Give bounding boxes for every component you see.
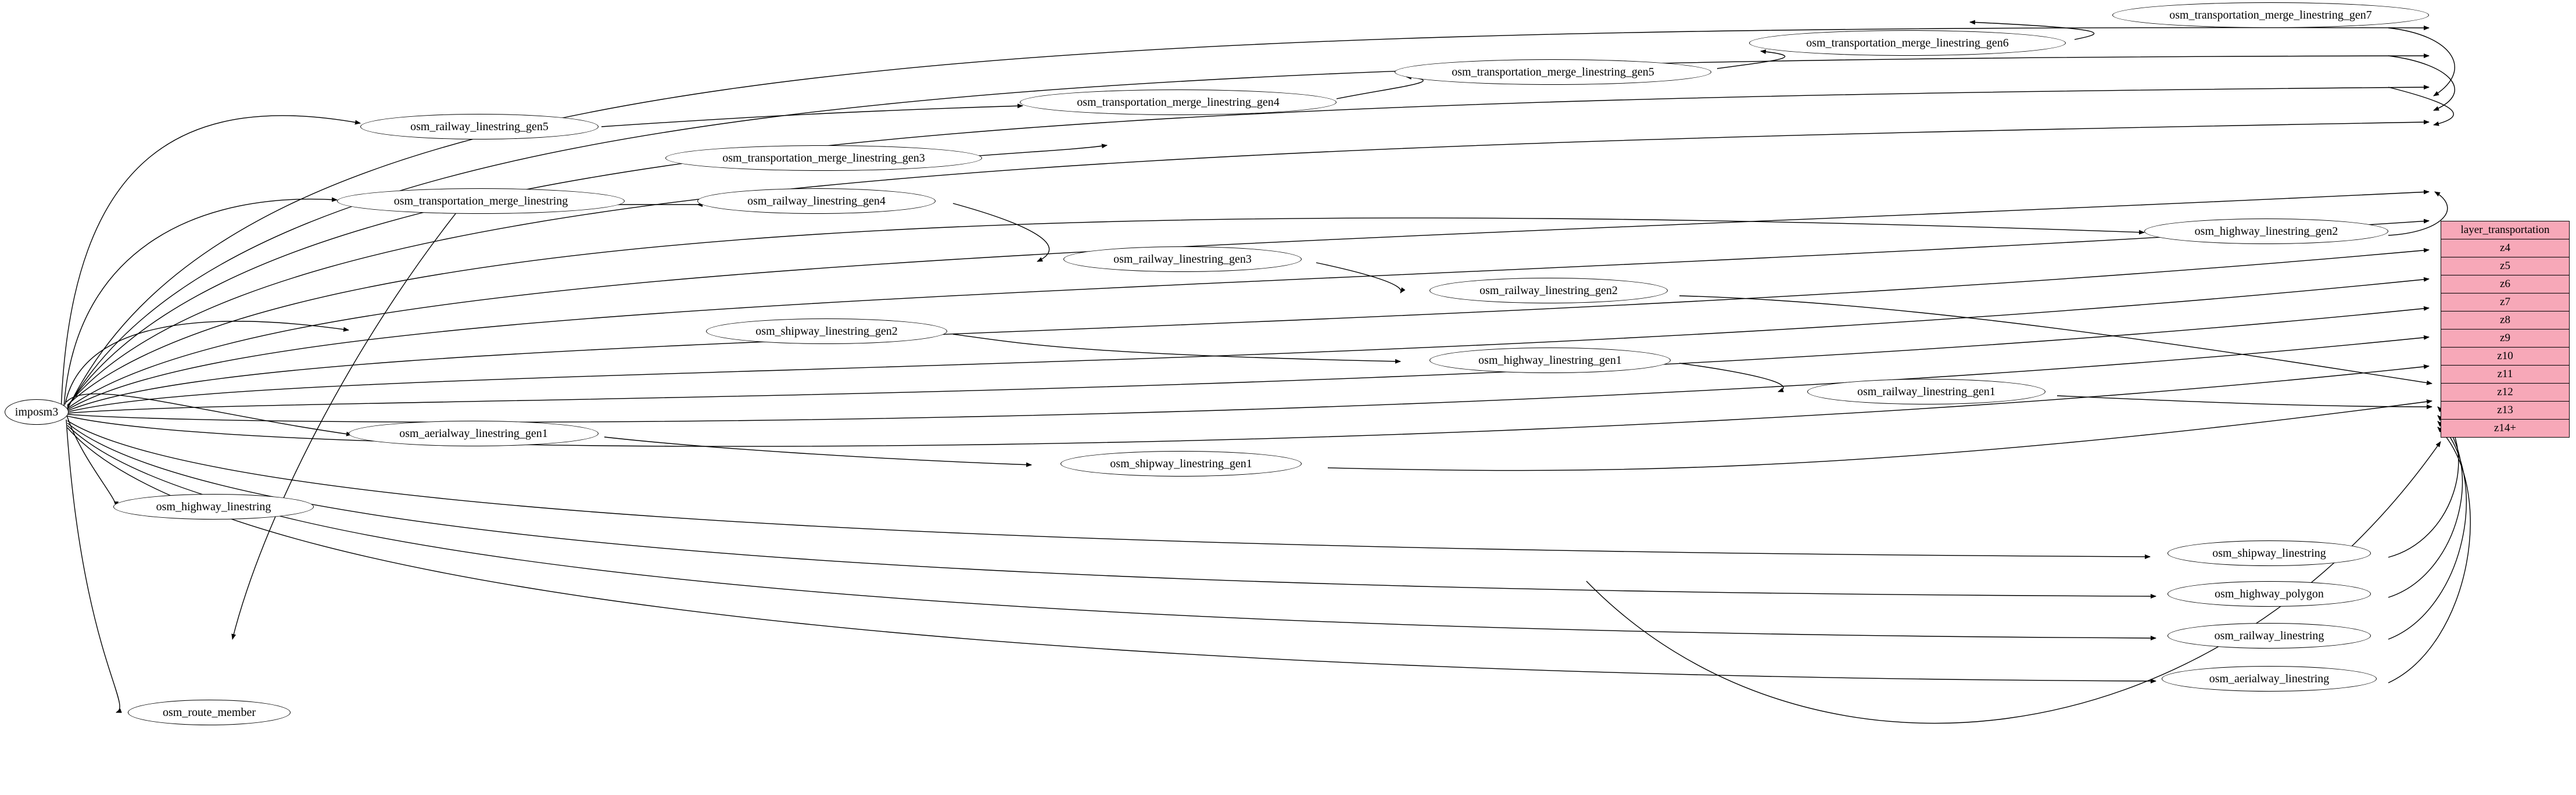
node-label: osm_highway_polygon — [2215, 587, 2324, 600]
node-osm-highway-polygon[interactable] — [2167, 581, 2371, 607]
table-row-z12[interactable]: z12 — [2441, 384, 2569, 402]
node-label: osm_route_member — [163, 706, 256, 719]
node-osm-transportation-merge-linestring-gen6[interactable] — [1749, 30, 2066, 56]
node-imposm3[interactable] — [5, 399, 69, 425]
node-osm-highway-linestring-gen2[interactable] — [2144, 219, 2388, 244]
node-osm-shipway-linestring-gen2[interactable] — [706, 318, 947, 344]
node-label: osm_shipway_linestring_gen1 — [1110, 457, 1252, 470]
table-row-z13[interactable]: z13 — [2441, 402, 2569, 420]
node-label: osm_railway_linestring_gen4 — [747, 194, 886, 207]
node-label: osm_railway_linestring — [2214, 629, 2324, 642]
table-row-z4[interactable]: z4 — [2441, 239, 2569, 257]
node-osm-railway-linestring[interactable] — [2167, 623, 2371, 649]
node-label: osm_railway_linestring_gen1 — [1857, 385, 1995, 398]
node-osm-route-member[interactable] — [128, 700, 291, 725]
node-label: osm_highway_linestring_gen2 — [2194, 224, 2338, 238]
node-label: osm_aerialway_linestring_gen1 — [399, 427, 548, 440]
node-osm-shipway-linestring-gen1[interactable] — [1061, 451, 1302, 477]
node-osm-railway-linestring-gen2[interactable] — [1429, 278, 1668, 303]
node-label: osm_highway_linestring_gen1 — [1478, 353, 1622, 367]
node-osm-transportation-merge-linestring-gen4[interactable] — [1020, 89, 1337, 115]
node-osm-aerialway-linestring-gen1[interactable] — [349, 421, 599, 446]
table-row-z7[interactable]: z7 — [2441, 293, 2569, 311]
table-header-layer-transportation: layer_transportation — [2441, 221, 2569, 239]
layer-transportation-table[interactable] — [2441, 221, 2570, 438]
node-label: osm_transportation_merge_linestring_gen5 — [1452, 65, 1654, 78]
table-row-z8[interactable]: z8 — [2441, 311, 2569, 330]
node-osm-railway-linestring-gen4[interactable] — [697, 188, 936, 214]
table-row-z11[interactable]: z11 — [2441, 366, 2569, 384]
node-label: osm_shipway_linestring_gen2 — [755, 324, 898, 338]
node-label: osm_railway_linestring_gen5 — [410, 120, 549, 133]
node-label: osm_highway_linestring — [156, 500, 271, 513]
node-osm-transportation-merge-linestring-gen5[interactable] — [1395, 59, 1711, 85]
node-label: osm_transportation_merge_linestring_gen4 — [1077, 95, 1280, 109]
node-osm-railway-linestring-gen1[interactable] — [1807, 379, 2045, 404]
node-osm-aerialway-linestring[interactable] — [2162, 666, 2377, 692]
node-osm-transportation-merge-linestring-gen3[interactable] — [665, 145, 982, 171]
node-osm-highway-linestring[interactable] — [113, 494, 314, 520]
table-row-z9[interactable]: z9 — [2441, 330, 2569, 348]
node-label: osm_transportation_merge_linestring — [393, 194, 568, 207]
table-row-z5[interactable]: z5 — [2441, 257, 2569, 275]
node-osm-highway-linestring-gen1[interactable] — [1429, 348, 1671, 373]
node-osm-transportation-merge-linestring[interactable] — [337, 188, 625, 214]
node-label: osm_railway_linestring_gen2 — [1479, 284, 1618, 297]
node-osm-railway-linestring-gen3[interactable] — [1063, 246, 1302, 272]
table-row-z14plus[interactable]: z14+ — [2493, 422, 2517, 434]
node-label: osm_railway_linestring_gen3 — [1113, 252, 1252, 266]
node-label: osm_aerialway_linestring — [2209, 672, 2330, 685]
node-label: osm_transportation_merge_linestring_gen3 — [722, 151, 925, 164]
node-label: osm_shipway_linestring — [2212, 546, 2326, 560]
node-osm-transportation-merge-linestring-gen7[interactable] — [2112, 2, 2429, 28]
node-osm-railway-linestring-gen5[interactable] — [360, 114, 599, 139]
node-label: osm_transportation_merge_linestring_gen6 — [1806, 36, 2009, 49]
table-row-z10[interactable]: z10 — [2441, 348, 2569, 366]
node-label: imposm3 — [15, 405, 59, 418]
table-row-z6[interactable]: z6 — [2441, 275, 2569, 293]
node-label: osm_transportation_merge_linestring_gen7 — [2169, 8, 2372, 22]
node-osm-shipway-linestring[interactable] — [2167, 540, 2371, 566]
